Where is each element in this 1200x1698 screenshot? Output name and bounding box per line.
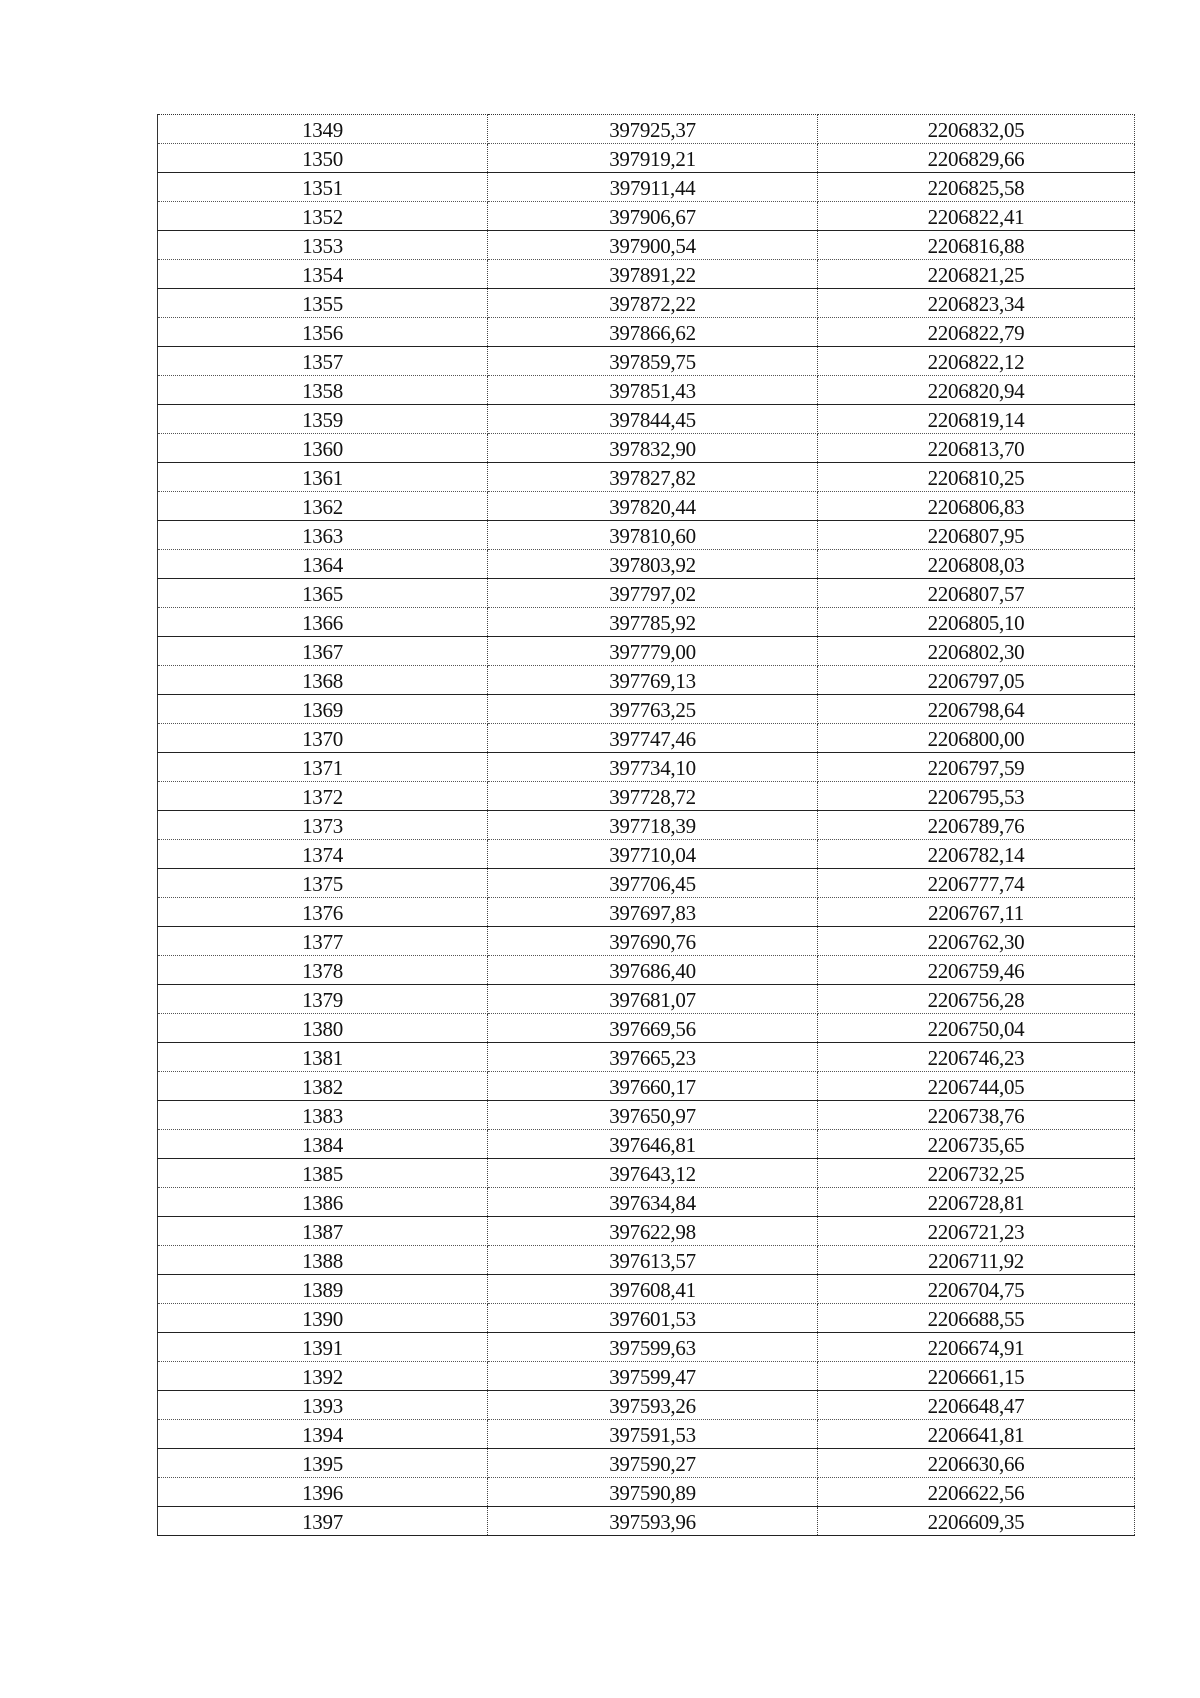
point-number-cell: 1353 (158, 231, 488, 260)
x-coordinate-cell: 397832,90 (488, 434, 818, 463)
table-row (158, 1507, 1135, 1536)
x-coordinate-cell: 397747,46 (488, 724, 818, 753)
table-row (158, 1014, 1135, 1043)
point-number-cell: 1365 (158, 579, 488, 608)
y-coordinate-cell: 2206800,00 (818, 724, 1135, 753)
point-number-cell: 1358 (158, 376, 488, 405)
table-row (158, 260, 1135, 289)
x-coordinate-cell: 397906,67 (488, 202, 818, 231)
table-row (158, 1101, 1135, 1130)
y-coordinate-cell: 2206767,11 (818, 898, 1135, 927)
y-coordinate-cell: 2206674,91 (818, 1333, 1135, 1362)
x-coordinate-cell: 397911,44 (488, 173, 818, 202)
point-number-cell: 1363 (158, 521, 488, 550)
table-row (158, 1478, 1135, 1507)
x-coordinate-cell: 397669,56 (488, 1014, 818, 1043)
x-coordinate-cell: 397650,97 (488, 1101, 818, 1130)
table-row (158, 1043, 1135, 1072)
table-row (158, 1217, 1135, 1246)
point-number-cell: 1361 (158, 463, 488, 492)
point-number-cell: 1360 (158, 434, 488, 463)
point-number-cell: 1367 (158, 637, 488, 666)
point-number-cell: 1349 (158, 115, 488, 144)
point-number-cell: 1370 (158, 724, 488, 753)
x-coordinate-cell: 397866,62 (488, 318, 818, 347)
table-row (158, 434, 1135, 463)
y-coordinate-cell: 2206797,05 (818, 666, 1135, 695)
y-coordinate-cell: 2206630,66 (818, 1449, 1135, 1478)
x-coordinate-cell: 397919,21 (488, 144, 818, 173)
table-row (158, 144, 1135, 173)
y-coordinate-cell: 2206822,79 (818, 318, 1135, 347)
table-row (158, 492, 1135, 521)
table-row (158, 463, 1135, 492)
point-number-cell: 1359 (158, 405, 488, 434)
y-coordinate-cell: 2206728,81 (818, 1188, 1135, 1217)
x-coordinate-cell: 397599,47 (488, 1362, 818, 1391)
table-row (158, 405, 1135, 434)
table-row (158, 1304, 1135, 1333)
table-row (158, 289, 1135, 318)
point-number-cell: 1379 (158, 985, 488, 1014)
point-number-cell: 1397 (158, 1507, 488, 1536)
y-coordinate-cell: 2206704,75 (818, 1275, 1135, 1304)
x-coordinate-cell: 397891,22 (488, 260, 818, 289)
point-number-cell: 1351 (158, 173, 488, 202)
x-coordinate-cell: 397593,26 (488, 1391, 818, 1420)
y-coordinate-cell: 2206661,15 (818, 1362, 1135, 1391)
y-coordinate-cell: 2206641,81 (818, 1420, 1135, 1449)
y-coordinate-cell: 2206782,14 (818, 840, 1135, 869)
point-number-cell: 1391 (158, 1333, 488, 1362)
x-coordinate-cell: 397900,54 (488, 231, 818, 260)
table-row (158, 173, 1135, 202)
point-number-cell: 1374 (158, 840, 488, 869)
x-coordinate-cell: 397810,60 (488, 521, 818, 550)
x-coordinate-cell: 397859,75 (488, 347, 818, 376)
point-number-cell: 1382 (158, 1072, 488, 1101)
table-row (158, 550, 1135, 579)
point-number-cell: 1389 (158, 1275, 488, 1304)
table-row (158, 869, 1135, 898)
y-coordinate-cell: 2206816,88 (818, 231, 1135, 260)
y-coordinate-cell: 2206721,23 (818, 1217, 1135, 1246)
y-coordinate-cell: 2206797,59 (818, 753, 1135, 782)
point-number-cell: 1350 (158, 144, 488, 173)
x-coordinate-cell: 397622,98 (488, 1217, 818, 1246)
x-coordinate-cell: 397844,45 (488, 405, 818, 434)
table-row (158, 666, 1135, 695)
point-number-cell: 1394 (158, 1420, 488, 1449)
point-number-cell: 1371 (158, 753, 488, 782)
x-coordinate-cell: 397710,04 (488, 840, 818, 869)
table-row (158, 753, 1135, 782)
y-coordinate-cell: 2206819,14 (818, 405, 1135, 434)
table-row (158, 956, 1135, 985)
coordinates-table-body (158, 115, 1135, 1536)
x-coordinate-cell: 397925,37 (488, 115, 818, 144)
x-coordinate-cell: 397779,00 (488, 637, 818, 666)
x-coordinate-cell: 397763,25 (488, 695, 818, 724)
table-row (158, 231, 1135, 260)
table-row (158, 840, 1135, 869)
point-number-cell: 1368 (158, 666, 488, 695)
point-number-cell: 1375 (158, 869, 488, 898)
x-coordinate-cell: 397590,89 (488, 1478, 818, 1507)
y-coordinate-cell: 2206810,25 (818, 463, 1135, 492)
y-coordinate-cell: 2206805,10 (818, 608, 1135, 637)
point-number-cell: 1381 (158, 1043, 488, 1072)
table-row (158, 318, 1135, 347)
point-number-cell: 1356 (158, 318, 488, 347)
y-coordinate-cell: 2206821,25 (818, 260, 1135, 289)
y-coordinate-cell: 2206711,92 (818, 1246, 1135, 1275)
table-row (158, 1333, 1135, 1362)
y-coordinate-cell: 2206822,12 (818, 347, 1135, 376)
y-coordinate-cell: 2206732,25 (818, 1159, 1135, 1188)
y-coordinate-cell: 2206756,28 (818, 985, 1135, 1014)
x-coordinate-cell: 397643,12 (488, 1159, 818, 1188)
point-number-cell: 1383 (158, 1101, 488, 1130)
x-coordinate-cell: 397734,10 (488, 753, 818, 782)
point-number-cell: 1352 (158, 202, 488, 231)
x-coordinate-cell: 397785,92 (488, 608, 818, 637)
x-coordinate-cell: 397851,43 (488, 376, 818, 405)
y-coordinate-cell: 2206808,03 (818, 550, 1135, 579)
y-coordinate-cell: 2206802,30 (818, 637, 1135, 666)
table-row (158, 1159, 1135, 1188)
table-row (158, 347, 1135, 376)
y-coordinate-cell: 2206688,55 (818, 1304, 1135, 1333)
x-coordinate-cell: 397803,92 (488, 550, 818, 579)
x-coordinate-cell: 397728,72 (488, 782, 818, 811)
x-coordinate-cell: 397599,63 (488, 1333, 818, 1362)
point-number-cell: 1355 (158, 289, 488, 318)
table-row (158, 376, 1135, 405)
point-number-cell: 1378 (158, 956, 488, 985)
x-coordinate-cell: 397827,82 (488, 463, 818, 492)
point-number-cell: 1372 (158, 782, 488, 811)
point-number-cell: 1390 (158, 1304, 488, 1333)
y-coordinate-cell: 2206609,35 (818, 1507, 1135, 1536)
x-coordinate-cell: 397769,13 (488, 666, 818, 695)
y-coordinate-cell: 2206813,70 (818, 434, 1135, 463)
table-row (158, 724, 1135, 753)
table-row (158, 1130, 1135, 1159)
y-coordinate-cell: 2206648,47 (818, 1391, 1135, 1420)
point-number-cell: 1366 (158, 608, 488, 637)
y-coordinate-cell: 2206622,56 (818, 1478, 1135, 1507)
table-row (158, 985, 1135, 1014)
table-row (158, 608, 1135, 637)
table-row (158, 927, 1135, 956)
point-number-cell: 1384 (158, 1130, 488, 1159)
y-coordinate-cell: 2206738,76 (818, 1101, 1135, 1130)
y-coordinate-cell: 2206744,05 (818, 1072, 1135, 1101)
table-row (158, 1420, 1135, 1449)
table-row (158, 1246, 1135, 1275)
table-row (158, 579, 1135, 608)
y-coordinate-cell: 2206795,53 (818, 782, 1135, 811)
point-number-cell: 1364 (158, 550, 488, 579)
x-coordinate-cell: 397665,23 (488, 1043, 818, 1072)
x-coordinate-cell: 397613,57 (488, 1246, 818, 1275)
x-coordinate-cell: 397634,84 (488, 1188, 818, 1217)
x-coordinate-cell: 397681,07 (488, 985, 818, 1014)
x-coordinate-cell: 397690,76 (488, 927, 818, 956)
table-row (158, 1391, 1135, 1420)
y-coordinate-cell: 2206829,66 (818, 144, 1135, 173)
point-number-cell: 1388 (158, 1246, 488, 1275)
y-coordinate-cell: 2206746,23 (818, 1043, 1135, 1072)
point-number-cell: 1354 (158, 260, 488, 289)
y-coordinate-cell: 2206798,64 (818, 695, 1135, 724)
x-coordinate-cell: 397608,41 (488, 1275, 818, 1304)
x-coordinate-cell: 397646,81 (488, 1130, 818, 1159)
x-coordinate-cell: 397797,02 (488, 579, 818, 608)
point-number-cell: 1396 (158, 1478, 488, 1507)
coordinates-table (157, 114, 1135, 1536)
point-number-cell: 1380 (158, 1014, 488, 1043)
point-number-cell: 1376 (158, 898, 488, 927)
y-coordinate-cell: 2206806,83 (818, 492, 1135, 521)
y-coordinate-cell: 2206823,34 (818, 289, 1135, 318)
x-coordinate-cell: 397660,17 (488, 1072, 818, 1101)
point-number-cell: 1377 (158, 927, 488, 956)
table-row (158, 811, 1135, 840)
x-coordinate-cell: 397686,40 (488, 956, 818, 985)
point-number-cell: 1392 (158, 1362, 488, 1391)
point-number-cell: 1387 (158, 1217, 488, 1246)
table-row (158, 521, 1135, 550)
table-row (158, 202, 1135, 231)
x-coordinate-cell: 397590,27 (488, 1449, 818, 1478)
point-number-cell: 1373 (158, 811, 488, 840)
x-coordinate-cell: 397718,39 (488, 811, 818, 840)
y-coordinate-cell: 2206820,94 (818, 376, 1135, 405)
table-row (158, 1188, 1135, 1217)
point-number-cell: 1386 (158, 1188, 488, 1217)
y-coordinate-cell: 2206735,65 (818, 1130, 1135, 1159)
point-number-cell: 1369 (158, 695, 488, 724)
y-coordinate-cell: 2206789,76 (818, 811, 1135, 840)
x-coordinate-cell: 397601,53 (488, 1304, 818, 1333)
x-coordinate-cell: 397593,96 (488, 1507, 818, 1536)
point-number-cell: 1385 (158, 1159, 488, 1188)
x-coordinate-cell: 397706,45 (488, 869, 818, 898)
point-number-cell: 1362 (158, 492, 488, 521)
point-number-cell: 1357 (158, 347, 488, 376)
x-coordinate-cell: 397697,83 (488, 898, 818, 927)
x-coordinate-cell: 397820,44 (488, 492, 818, 521)
table-row (158, 1449, 1135, 1478)
y-coordinate-cell: 2206759,46 (818, 956, 1135, 985)
point-number-cell: 1393 (158, 1391, 488, 1420)
table-row (158, 1275, 1135, 1304)
table-row (158, 637, 1135, 666)
y-coordinate-cell: 2206822,41 (818, 202, 1135, 231)
table-row (158, 1072, 1135, 1101)
y-coordinate-cell: 2206762,30 (818, 927, 1135, 956)
x-coordinate-cell: 397591,53 (488, 1420, 818, 1449)
table-row (158, 1362, 1135, 1391)
y-coordinate-cell: 2206832,05 (818, 115, 1135, 144)
table-row (158, 695, 1135, 724)
table-row (158, 782, 1135, 811)
table-row (158, 115, 1135, 144)
y-coordinate-cell: 2206750,04 (818, 1014, 1135, 1043)
x-coordinate-cell: 397872,22 (488, 289, 818, 318)
y-coordinate-cell: 2206807,57 (818, 579, 1135, 608)
table-row (158, 898, 1135, 927)
point-number-cell: 1395 (158, 1449, 488, 1478)
y-coordinate-cell: 2206777,74 (818, 869, 1135, 898)
y-coordinate-cell: 2206825,58 (818, 173, 1135, 202)
y-coordinate-cell: 2206807,95 (818, 521, 1135, 550)
